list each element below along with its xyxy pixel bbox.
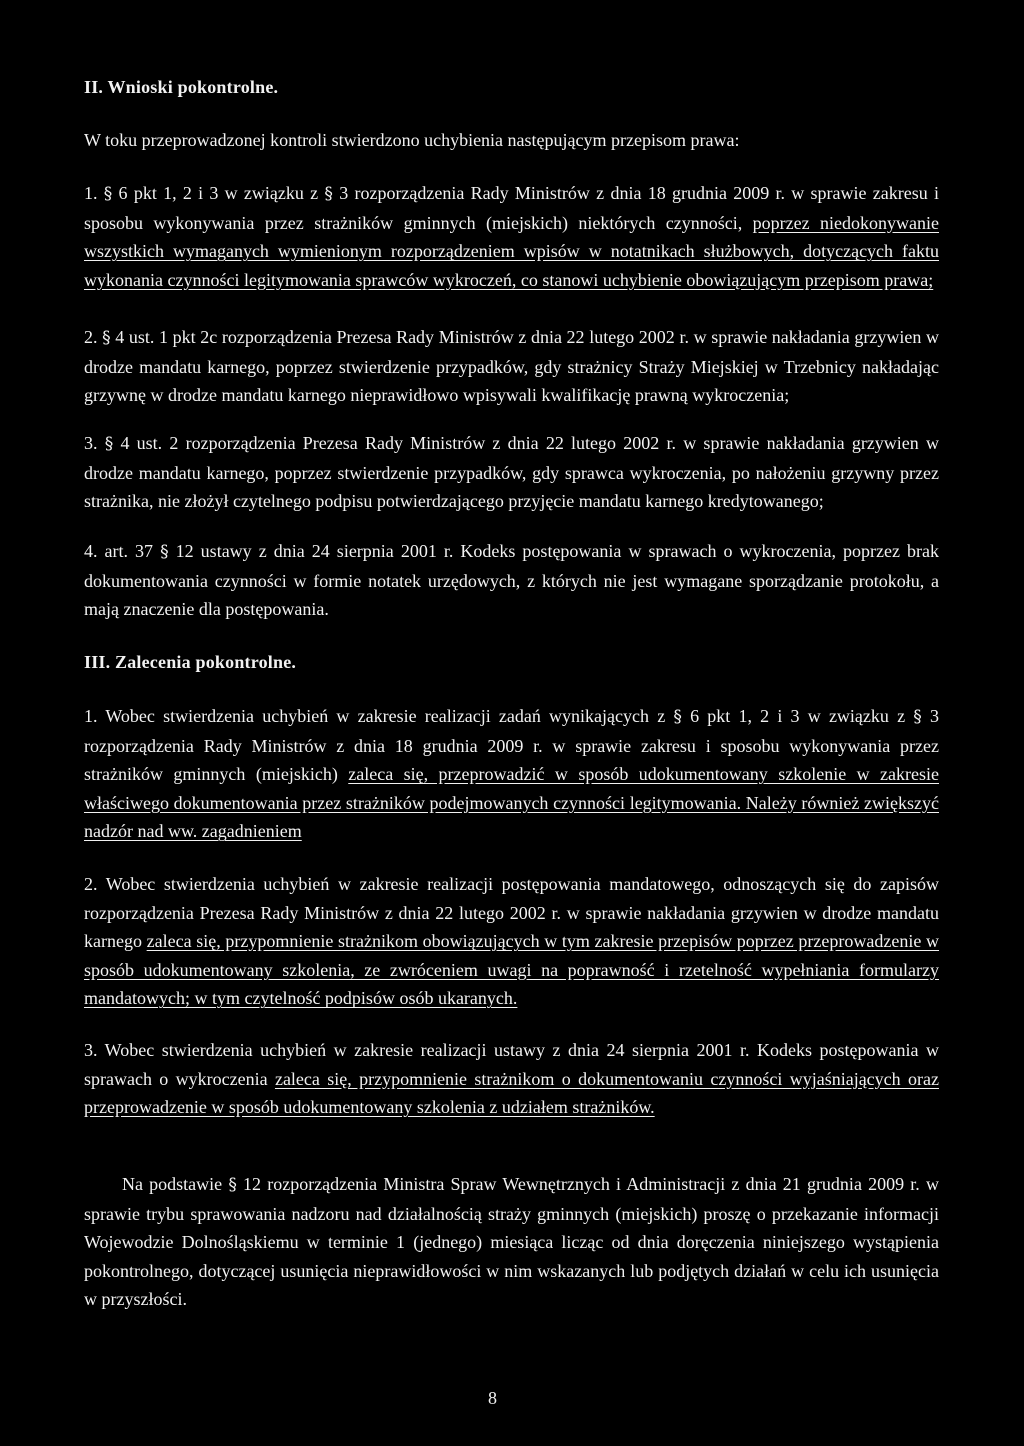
item-text: 1. Wobec stwierdzenia uchybień w zakresie realizacji zadań wynikających z	[84, 706, 674, 726]
item-text: 6 pkt 1, 2 i 3 w związku z	[112, 183, 325, 203]
conclusion-item-4	[84, 537, 939, 624]
section-sign: §	[102, 328, 111, 348]
item-text: 4 ust. 2 rozporządzenia Prezesa Rady Ministrów z dnia 22 lutego 2002 r. w sprawie nakładania grzywien w drodze mandatu karnego, poprzez stwierdzenie przypadków, gdy sprawca wykroczenia, po nałożeniu grzywny przez strażnika, nie złożył czytelnego podpisu potwierdzającego przyjęcie mandatu karnego kredytowanego;	[84, 433, 940, 512]
conclusion-item-1	[84, 179, 939, 294]
conclusion-item-2	[84, 323, 939, 410]
section-sign: §	[913, 707, 922, 727]
closing-text: 12 rozporządzenia Ministra Spraw Wewnętrznych i Administracji z dnia 21 grudnia 2009 r. w sprawie trybu sprawowania nadzoru nad działalnością straży gminnych (miejskich) proszę o przekazanie informacji Wojewodzie Dolnośląskiemu w terminie 1 (jednego) miesiąca licząc od dnia doręczenia niniejszego wystąpienia pokontrolnego, dotyczącej usunięcia nieprawidłowości w nim wskazanych lub podjętych działań w celu ich usunięcia w przyszłości.	[84, 1174, 939, 1310]
item-text: 4. art. 37	[84, 541, 161, 561]
section-sign: §	[324, 184, 333, 204]
recommendation-item-1	[84, 702, 939, 846]
underlined-text: zaleca się, przypomnienie strażnikom obowiązujących w tym zakresie przepisów poprzez przeprowadzenie w sposób udokumentowany szkolenia, ze zwróceniem uwagi na poprawność i rzetelność wypełniania formularzy mandatowych; w tym czytelność podpisów osób ukaranych.	[84, 931, 940, 1009]
item-text: 3. Wobec stwierdzenia uchybień w zakresie realizacji ustawy z dnia 24 sierpnia 2001 r. Kodeks postępowania w sprawach o wykroczenia	[84, 1040, 939, 1089]
section-sign: §	[103, 184, 113, 204]
item-text: 2.	[84, 327, 103, 347]
conclusion-item-3	[84, 429, 939, 516]
item-text: 3 rozporządzenia Rady Ministrów z dnia 18 grudnia 2009 r. w sprawie zakresu i sposobu wykonywania przez strażników gminnych (miejskich) niektórych czynności,	[84, 183, 940, 233]
section-3-heading: III. Zalecenia pokontrolne.	[84, 652, 297, 672]
document-page	[84, 0, 939, 1446]
recommendation-item-2	[84, 870, 939, 1013]
section-sign: §	[673, 707, 682, 727]
section-sign: §	[228, 1175, 237, 1195]
section-2-intro: W toku przeprowadzonej kontroli stwierdzono uchybienia następującym przepisom prawa:	[84, 130, 740, 150]
section-2-heading: II. Wnioski pokontrolne.	[84, 77, 279, 97]
section-sign: §	[160, 542, 169, 562]
underlined-text: poprzez niedokonywanie wszystkich wymaganych wymienionym rozporządzeniem wpisów w notatnikach służbowych, dotyczących faktu wykonania czynności legitymowania sprawców wykroczeń, co stanowi uchybienie obowiązującym przepisom prawa;	[84, 212, 940, 290]
underlined-text: zaleca się, przeprowadzić w sposób udokumentowany szkolenie w zakresie właściwego dokumentowania przez strażników podejmowanych czynności legitymowania. Należy również zwiększyć nadzór nad ww. zagadnieniem	[84, 764, 940, 842]
item-text: 1.	[84, 183, 104, 203]
closing-text: Na podstawie	[122, 1174, 229, 1194]
item-text: 3.	[84, 433, 105, 453]
item-text: 6 pkt 1, 2 i 3 w związku z	[681, 706, 914, 726]
section-sign: §	[104, 434, 114, 454]
page-number: 8	[488, 1388, 497, 1408]
underlined-text: zaleca się, przypomnienie strażnikom o dokumentowaniu czynności wyjaśniających oraz przeprowadzenie w sposób udokumentowany szkolenia z udziałem strażników.	[84, 1068, 939, 1118]
closing-paragraph	[84, 1170, 939, 1314]
item-text: 3 rozporządzenia Rady Ministrów z dnia 18 grudnia 2009 r. w sprawie zakresu i sposobu wykonywania przez strażników gminnych (miejskich)	[84, 706, 939, 785]
item-text: 2. Wobec stwierdzenia uchybień w zakresie realizacji postępowania mandatowego, odnoszących się do zapisów rozporządzenia Prezesa Rady Ministrów z dnia 22 lutego 2002 r. w sprawie nakładania grzywien w drodze mandatu karnego	[84, 874, 939, 952]
item-text: 4 ust. 1 pkt 2c rozporządzenia Prezesa Rady Ministrów z dnia 22 lutego 2002 r. w sprawie nakładania grzywien w drodze mandatu karnego, poprzez stwierdzenie przypadków, gdy strażnicy Straży Miejskiej w Trzebnicy nakładając grzywnę w drodze mandatu karnego nieprawidłowo wpisywali kwalifikację prawną wykroczenia;	[84, 327, 939, 406]
item-text: 12 ustawy z dnia 24 sierpnia 2001 r. Kodeks postępowania w sprawach o wykroczenia, poprzez brak dokumentowania czynności w formie notatek urzędowych, z których nie jest wymagane sporządzanie protokołu, a mają znaczenie dla postępowania.	[84, 541, 939, 620]
recommendation-item-3	[84, 1036, 939, 1122]
